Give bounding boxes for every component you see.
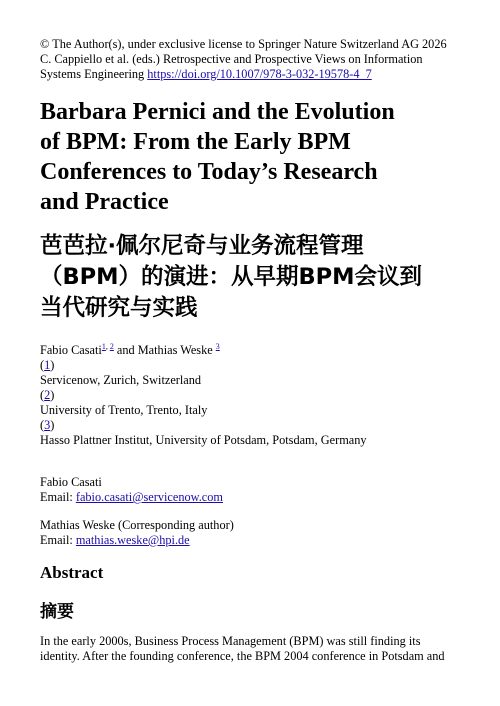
affiliation-ref: (3)	[40, 418, 55, 432]
affiliation-ref: (2)	[40, 388, 55, 402]
abstract-text-line: identity. After the founding conference, the BPM 2004 conference in Potsdam and	[40, 649, 445, 663]
affiliation-text: University of Trento, Trento, Italy	[40, 403, 208, 417]
abstract-heading-cn: 摘要	[40, 602, 74, 622]
title-en-line-2: of BPM: From the Early BPM	[40, 129, 351, 155]
affiliation-ref: (1)	[40, 358, 55, 372]
affiliation-anchor-link[interactable]: 3	[44, 418, 51, 432]
title-en-line-1: Barbara Pernici and the Evolution	[40, 99, 395, 125]
email-label: Email:	[40, 533, 76, 547]
author-connector: and	[113, 343, 138, 357]
contact-email-line	[40, 533, 190, 548]
author-name: Mathias Weske	[137, 343, 213, 357]
copyright-line: © The Author(s), under exclusive license to Springer Nature Switzerland AG 2026	[40, 37, 447, 51]
affiliation-ref-link[interactable]: 1	[101, 341, 106, 351]
email-link[interactable]: mathias.weske@hpi.de	[75, 533, 190, 547]
title-cn-line-3: 当代研究与实践	[40, 295, 198, 321]
title-en-line-4: and Practice	[40, 189, 169, 215]
title-en-line-3: Conferences to Today’s Research	[40, 159, 378, 185]
contact-name: Mathias Weske (Corresponding author)	[40, 518, 234, 532]
affiliation-anchor-link[interactable]: 2	[44, 388, 51, 402]
affiliation-anchor-link[interactable]: 1	[44, 358, 51, 372]
author-name: Fabio Casati	[40, 343, 102, 357]
title-cn-line-1: 芭芭拉·佩尔尼奇与业务流程管理	[40, 233, 364, 259]
title-cn-line-2: （BPM）的演进：从早期BPM会议到	[40, 264, 423, 290]
abstract-text-line: In the early 2000s, Business Process Management (BPM) was still finding its	[40, 634, 421, 648]
email-label: Email:	[40, 490, 76, 504]
affiliation-text: Hasso Plattner Institut, University of Potsdam, Potsdam, Germany	[40, 433, 367, 447]
citation-line-2	[40, 67, 372, 83]
contact-email-line	[40, 490, 223, 505]
affiliation-ref-link[interactable]: 3	[215, 341, 220, 351]
citation-text: Systems Engineering	[40, 67, 148, 81]
affiliation-ref-link[interactable]: 2	[109, 341, 114, 351]
doi-link[interactable]: https://doi.org/10.1007/978-3-032-19578-4_7	[147, 67, 372, 81]
citation-line: C. Cappiello et al. (eds.) Retrospective and Prospective Views on Information	[40, 52, 423, 66]
affiliation-text: Servicenow, Zurich, Switzerland	[40, 373, 202, 387]
abstract-heading-en: Abstract	[40, 563, 104, 582]
contact-name: Fabio Casati	[40, 475, 102, 489]
email-link[interactable]: fabio.casati@servicenow.com	[75, 490, 223, 504]
author-line: Fabio Casati$^{1,}$ $^2$ and Mathias Weske $^3$	[40, 341, 220, 357]
